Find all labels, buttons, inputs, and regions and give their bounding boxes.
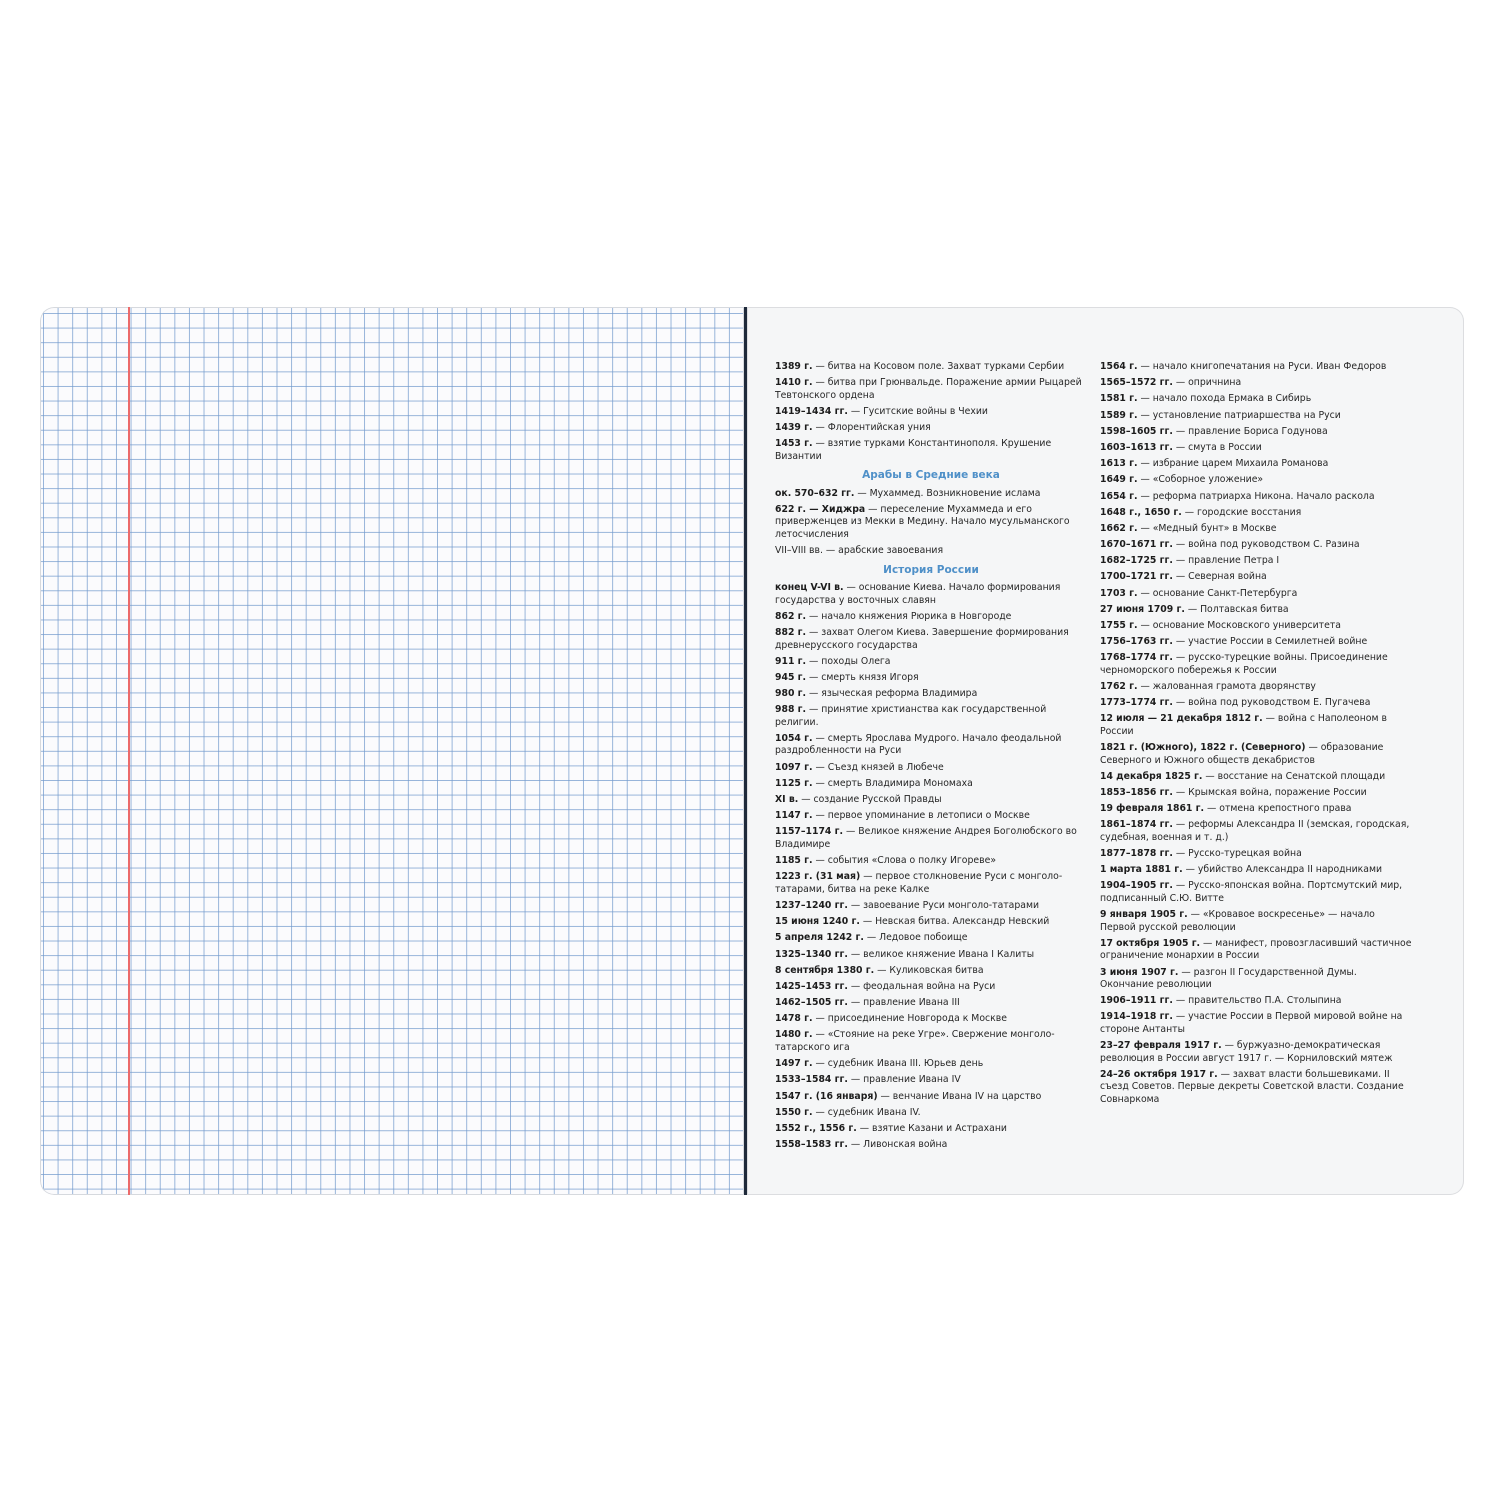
entry-text: — первое упоминание в летописи о Москве [812,810,1030,822]
entry-text: — реформы Александра II (земская, городская, судебная, военная и т. д.) [1100,819,1410,843]
entry-date: 1223 г. (31 мая) [775,871,861,883]
date-entry [1100,803,1412,816]
entry-date: 17 октября 1905 г. [1100,937,1201,949]
entry-text: — битва на Косовом поле. Захват турками Сербии [812,361,1065,372]
date-entry [1100,410,1412,423]
date-entry [1100,1069,1412,1107]
entry-text: — начало княжения Рюрика в Новгороде [806,610,1012,622]
date-entry [775,545,1087,558]
date-entry [775,1139,1087,1152]
entry-text: VII–VIII вв. — арабские завоевания [775,545,944,557]
date-entry [1100,620,1412,633]
notebook-spread [40,307,1464,1195]
date-entry [1100,880,1412,905]
entry-date: 1904–1905 гг. [1100,880,1173,892]
entry-text: — события «Слова о полку Игореве» [812,855,997,867]
entry-text: — Ливонская война [847,1139,948,1151]
entry-text: — образование Северного и Южного обществ декабристов [1100,742,1384,766]
date-entry [1100,377,1412,390]
entry-date: XI в. [775,794,799,805]
date-entry [1100,864,1412,877]
entry-text: — разгон II Государственной Думы. Окончание революции [1100,966,1357,990]
date-entry [775,826,1087,851]
date-entry [1100,539,1412,552]
dates-column-right [1100,361,1412,1110]
date-entry [1100,571,1412,584]
date-entry [775,1091,1087,1104]
entry-date: 1670–1671 гг. [1100,539,1173,551]
entry-date: 1581 г. [1100,393,1138,405]
date-entry [775,1029,1087,1054]
entry-text: — Крымская война, поражение России [1172,787,1367,798]
entry-text: — взятие Казани и Астрахани [856,1122,1007,1134]
entry-date: 1157–1174 г. [775,826,844,838]
entry-text: — манифест, провозгласивший частичное ограничение монархии в России [1100,937,1412,962]
entry-date: 1054 г. [775,732,813,744]
entry-text: — правление Бориса Годунова [1172,425,1328,437]
date-entry [1100,967,1412,992]
entry-date: 1682–1725 гг. [1100,555,1173,567]
date-entry [1100,771,1412,784]
dates-reference-page [747,307,1464,1195]
entry-text: — переселение Мухаммеда и его приверженцев из Мекки в Медину. Начало мусульманского летосчисления [775,503,1070,540]
entry-date: 1654 г. [1100,490,1138,502]
entry-date: 1598–1605 гг. [1100,425,1173,437]
date-entry [1100,697,1412,710]
entry-text: — «Соборное уложение» [1137,474,1264,486]
entry-date: 1389 г. [775,361,813,372]
section-heading: История России [883,563,979,576]
entry-text: — захват власти большевиками. II съезд Советов. Первые декреты Советской власти. Создание Совнаркома [1100,1068,1404,1105]
date-entry [1100,938,1412,963]
date-entry [775,900,1087,913]
entry-text: — Невская битва. Александр Невский [859,916,1050,928]
entry-text: — смута в России [1172,441,1262,453]
entry-date: 1877–1878 гг. [1100,848,1173,860]
entry-date: 1478 г. [775,1013,813,1025]
date-entry [775,1123,1087,1136]
entry-text: — установление патриаршества на Руси [1137,409,1341,421]
date-entry [775,656,1087,669]
entry-date: 14 декабря 1825 г. [1100,770,1203,782]
entry-date: 1497 г. [775,1058,813,1070]
entry-text: — основание Санкт-Петербурга [1137,587,1298,599]
entry-text: — Съезд князей в Любече [812,761,944,773]
entry-date: 980 г. [775,688,807,700]
date-entry [1100,909,1412,934]
entry-date: 1703 г. [1100,587,1138,599]
entry-text: — судебник Ивана IV. [812,1106,921,1118]
entry-text: — опричнина [1172,377,1242,389]
entry-text: — первое столкновение Руси с монголо-татарами, битва на реке Калке [775,871,1063,895]
section-heading: Арабы в Средние века [862,469,1000,482]
date-entry [775,504,1087,542]
date-entry [775,672,1087,685]
entry-text: — создание Русской Правды [798,794,942,805]
entry-date: конец V-VI в. [775,582,844,594]
date-entry [775,704,1087,729]
entry-date: 23–27 февраля 1917 г. [1100,1040,1222,1052]
entry-date: 1462–1505 гг. [775,997,848,1009]
entry-date: 1439 г. [775,422,813,434]
entry-text: — «Стояние на реке Угре». Свержение монголо-татарского ига [775,1029,1055,1053]
entry-text: — жалованная грамота дворянству [1137,681,1316,693]
entry-text: — война под руководством Е. Пугачева [1172,697,1371,709]
entry-date: 12 июля — 21 декабря 1812 г. [1100,713,1263,725]
entry-text: — убийство Александра II народниками [1182,864,1383,876]
entry-text: — захват Олегом Киева. Завершение формирования древнерусского государства [775,627,1069,651]
entry-text: — Полтавская битва [1184,603,1289,615]
date-entry [775,794,1087,807]
entry-text: — языческая реформа Владимира [806,688,978,700]
date-entry [775,1107,1087,1120]
date-entry [1100,742,1412,767]
entry-date: 1914–1918 гг. [1100,1011,1173,1023]
date-entry [775,949,1087,962]
entry-date: 622 г. — Хиджра [775,503,866,515]
entry-date: 1552 г., 1556 г. [775,1122,857,1134]
date-entry [775,1074,1087,1087]
entry-text: — война под руководством С. Разина [1172,539,1360,551]
entry-date: 1419–1434 гг. [775,405,848,417]
entry-date: 1662 г. [1100,522,1138,534]
entry-text: — правление Ивана III [847,997,960,1009]
entry-text: — начало книгопечатания на Руси. Иван Федоров [1137,361,1387,372]
entry-text: — основание Московского университета [1137,620,1341,631]
entry-text: — венчание Ивана IV на царство [877,1090,1042,1102]
date-entry [775,965,1087,978]
entry-date: 1558–1583 гг. [775,1139,848,1151]
date-entry [775,733,1087,758]
entry-text: — великое княжение Ивана I Калиты [847,948,1035,960]
entry-date: 1425–1453 гг. [775,980,848,992]
entry-date: 1 марта 1881 г. [1100,864,1183,876]
entry-text: — правление Петра I [1172,555,1280,567]
entry-date: 1125 г. [775,777,813,789]
entry-date: 1550 г. [775,1106,813,1118]
entry-date: 1755 г. [1100,620,1138,631]
entry-date: 1147 г. [775,810,813,822]
entry-date: 1613 г. [1100,458,1138,470]
entry-text: — Гуситские войны в Чехии [847,405,988,417]
entry-date: 911 г. [775,655,807,667]
grid-page [40,307,744,1195]
date-entry [775,762,1087,775]
entry-date: 1564 г. [1100,361,1138,372]
date-entry [1100,523,1412,536]
entry-text: — Русско-японская война. Портсмутский мир, подписанный С.Ю. Витте [1100,880,1403,904]
date-entry [1100,361,1412,374]
entry-date: 1906–1911 гг. [1100,995,1173,1007]
entry-date: 1762 г. [1100,681,1138,693]
entry-date: 1533–1584 гг. [775,1074,848,1086]
entry-text: — городские восстания [1181,506,1302,518]
entry-date: 1773–1774 гг. [1100,697,1173,709]
date-entry [775,855,1087,868]
entry-text: — Русско-турецкая война [1172,848,1302,860]
entry-date: 1821 г. (Южного), 1822 г. (Северного) [1100,742,1306,754]
date-entry [775,406,1087,419]
entry-text: — Флорентийская уния [812,422,931,434]
entry-date: 945 г. [775,671,807,683]
entry-text: — Ледовое побоище [863,932,968,944]
entry-text: — Великое княжение Андрея Боголюбского во Владимире [775,826,1077,850]
date-entry [1100,787,1412,800]
date-entry [775,871,1087,896]
entry-date: 1547 г. (16 января) [775,1090,878,1102]
date-entry [1100,681,1412,694]
date-entry [1100,588,1412,601]
date-entry [775,361,1087,374]
entry-text: — взятие турками Константинополя. Крушение Византии [775,438,1052,462]
entry-text: — участие России в Семилетней войне [1172,636,1368,648]
entry-date: 27 июня 1709 г. [1100,603,1185,615]
date-entry [775,688,1087,701]
entry-date: 1097 г. [775,761,813,773]
entry-date: 1756–1763 гг. [1100,636,1173,648]
entry-date: 3 июня 1907 г. [1100,966,1179,978]
date-entry [1100,636,1412,649]
entry-date: 1853–1856 гг. [1100,787,1173,798]
entry-text: — принятие христианства как государственной религии. [775,704,1047,728]
entry-date: 8 сентября 1380 г. [775,964,875,976]
entry-text: — судебник Ивана III. Юрьев день [812,1058,984,1070]
entry-date: 9 января 1905 г. [1100,909,1188,921]
entry-text: — смерть Владимира Мономаха [812,777,973,789]
date-entry [1100,713,1412,738]
date-entry [1100,848,1412,861]
entry-text: — русско-турецкие войны. Присоединение черноморского побережья к России [1100,652,1388,676]
entry-text: — избрание царем Михаила Романова [1137,458,1329,470]
date-entry [1100,491,1412,504]
date-entry [775,778,1087,791]
entry-text: — смерть Ярослава Мудрого. Начало феодальной раздробленности на Руси [775,732,1062,757]
date-entry [1100,393,1412,406]
date-entry [775,1058,1087,1071]
date-entry [1100,555,1412,568]
entry-date: 862 г. [775,610,807,622]
entry-text: — Куликовская битва [874,964,984,976]
entry-date: 5 апреля 1242 г. [775,932,864,944]
entry-text: — участие России в Первой мировой войне на стороне Антанты [1100,1011,1403,1035]
date-entry [775,1013,1087,1026]
entry-text: — правление Ивана IV [847,1074,961,1086]
entry-date: 24–26 октября 1917 г. [1100,1068,1218,1080]
date-entry [775,997,1087,1010]
entry-date: 1649 г. [1100,474,1138,486]
entry-text: — битва при Грюнвальде. Поражение армии Рыцарей Тевтонского ордена [775,377,1082,401]
date-entry [775,582,1087,607]
entry-date: 19 февраля 1861 г. [1100,803,1205,815]
entry-date: 1325–1340 гг. [775,948,848,960]
entry-text: — отмена крепостного права [1204,803,1352,815]
entry-date: 1565–1572 гг. [1100,377,1173,389]
date-entry [1100,1011,1412,1036]
entry-text: — Северная война [1172,571,1267,583]
entry-text: — завоевание Руси монголо-татарами [847,899,1040,911]
entry-date: 1410 г. [775,377,813,389]
date-entry [1100,474,1412,487]
entry-text: — начало похода Ермака в Сибирь [1137,393,1312,405]
entry-date: 1453 г. [775,438,813,450]
margin-line [128,307,130,1195]
date-entry [775,932,1087,945]
entry-date: 1589 г. [1100,409,1138,421]
date-entry [1100,995,1412,1008]
entry-text: — присоединение Новгорода к Москве [812,1013,1007,1025]
date-entry [1100,604,1412,617]
entry-date: 1480 г. [775,1029,813,1041]
entry-date: 988 г. [775,704,807,716]
dates-column-left [775,361,1087,1155]
date-entry [1100,458,1412,471]
date-entry [775,611,1087,624]
entry-date: 15 июня 1240 г. [775,916,860,928]
entry-text: — «Кровавое воскресенье» — начало Первой русской революции [1100,909,1375,933]
date-entry [775,422,1087,435]
date-entry [775,981,1087,994]
entry-text: — основание Киева. Начало формирования государства у восточных славян [775,582,1061,606]
entry-date: 1700–1721 гг. [1100,571,1173,583]
entry-date: 1768–1774 гг. [1100,652,1173,664]
date-entry [775,810,1087,823]
entry-date: 1603–1613 гг. [1100,441,1173,453]
entry-date: 1237–1240 гг. [775,899,848,911]
entry-text: — Мухаммед. Возникновение ислама [854,487,1041,499]
entry-date: 882 г. [775,627,807,638]
date-entry [1100,819,1412,844]
entry-date: 1648 г., 1650 г. [1100,506,1182,518]
entry-date: 1861–1874 гг. [1100,819,1173,831]
entry-text: — реформа патриарха Никона. Начало раскола [1137,490,1375,502]
entry-date: 1185 г. [775,855,813,867]
entry-text: — смерть князя Игоря [806,671,919,683]
date-entry [1100,442,1412,455]
date-entry [1100,507,1412,520]
entry-text: — феодальная война на Руси [847,980,996,992]
entry-text: — правительство П.А. Столыпина [1172,995,1342,1007]
entry-text: — «Медный бунт» в Москве [1137,522,1277,534]
entry-date: ок. 570–632 гг. [775,487,855,499]
entry-text: — война с Наполеоном в России [1100,713,1387,737]
date-entry [775,627,1087,652]
date-entry [775,438,1087,463]
entry-text: — восстание на Сенатской площади [1202,770,1386,782]
entry-text: — буржуазно-демократическая революция в России август 1917 г. — Корниловский мятеж [1100,1040,1393,1064]
date-entry [1100,426,1412,439]
entry-text: — походы Олега [806,655,891,667]
date-entry [1100,1040,1412,1065]
date-entry [775,377,1087,402]
date-entry [775,488,1087,501]
date-entry [775,916,1087,929]
date-entry [1100,652,1412,677]
